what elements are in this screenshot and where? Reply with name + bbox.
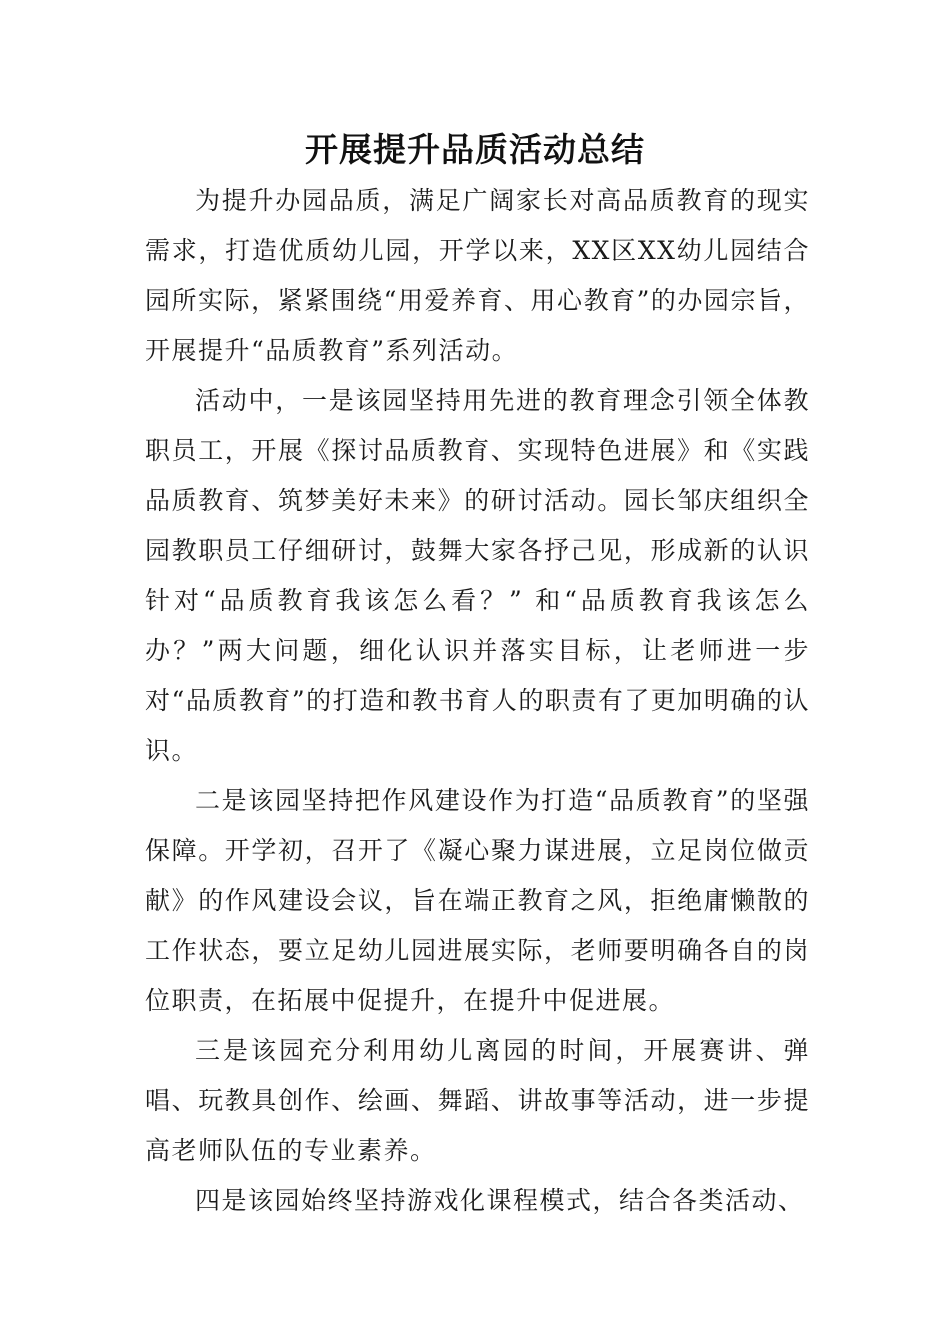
document-body bbox=[145, 176, 810, 1226]
paragraph-three: 三是该园充分利用幼儿离园的时间，开展赛讲、弹唱、玩教具创作、绘画、舞蹈、讲故事等活动，进一步提高老师队伍的专业素养。 bbox=[145, 1036, 810, 1165]
paragraph-four: 四是该园始终坚持游戏化课程模式，结合各类活动、 bbox=[195, 1186, 805, 1215]
document-title: 开展提升品质活动总结 bbox=[305, 130, 645, 169]
paragraph-two: 二是该园坚持把作风建设作为打造“品质教育”的坚强保障。开学初，召开了《凝心聚力谋进展，立足岗位做贡献》的作风建设会议，旨在端正教育之风，拒绝庸懒散的工作状态，要立足幼儿园进展实际，老师要明确各自的岗位职责，在拓展中促提升，在提升中促进展。 bbox=[145, 786, 810, 1015]
paragraph-intro: 为提升办园品质，满足广阔家长对高品质教育的现实需求，打造优质幼儿园，开学以来，XX区XX幼儿园结合园所实际，紧紧围绕“用爱养育、用心教育”的办园宗旨，开展提升“品质教育”系列活动。 bbox=[145, 186, 810, 365]
paragraph-one: 活动中，一是该园坚持用先进的教育理念引领全体教职员工，开展《探讨品质教育、实现特色进展》和《实践品质教育、筑梦美好未来》的研讨活动。园长邹庆组织全园教职员工仔细研讨，鼓舞大家各抒己见，形成新的认识针对“品质教育我该怎么看？” 和“品质教育我该怎么办？”两大问题，细化认识并落实目标，让老师进一步对“品质教育”的打造和教书育人的职责有了更加明确的认识。 bbox=[145, 386, 810, 765]
